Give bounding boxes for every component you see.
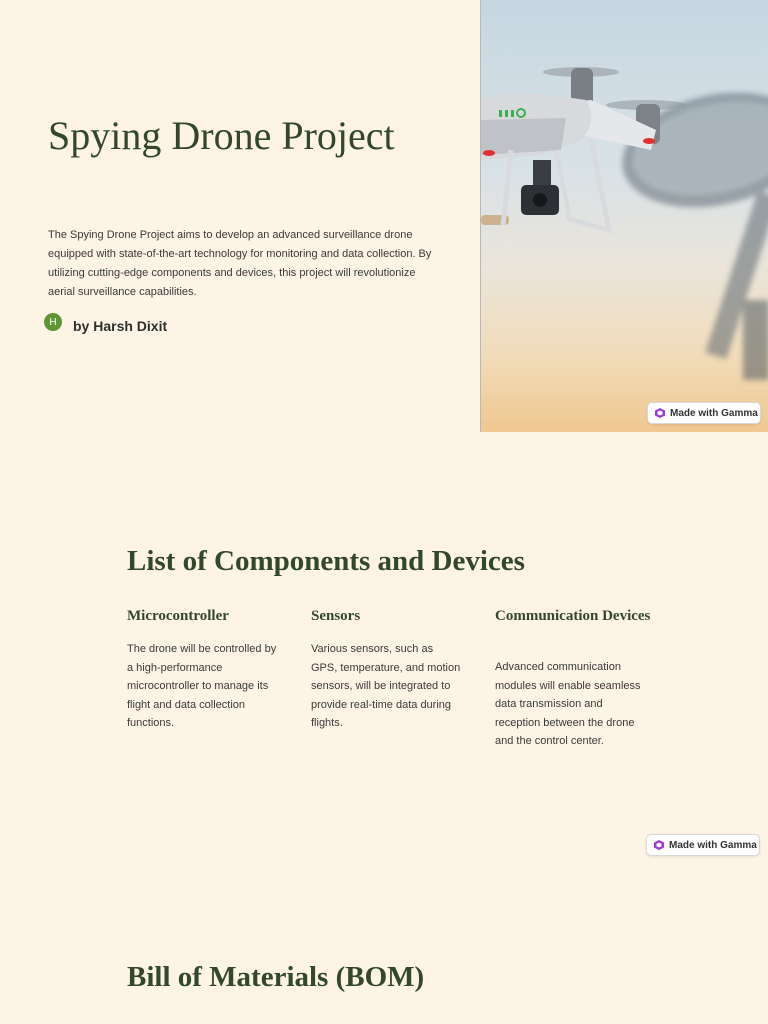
gamma-badge-label: Made with Gamma xyxy=(669,839,757,851)
component-column-microcontroller xyxy=(127,608,287,733)
column-body: The drone will be controlled by a high-performance microcontroller to manage its flight and data collection functions. xyxy=(127,643,277,730)
column-body: Various sensors, such as GPS, temperature, and motion sensors, will be integrated to provide real-time data during flights. xyxy=(311,643,461,730)
slide-title: Spying Drone Project xyxy=(48,113,395,158)
column-body: Advanced communication modules will enable seamless data transmission and reception between the drone and the control center. xyxy=(495,661,641,748)
component-column-sensors xyxy=(311,608,471,733)
column-heading: Communication Devices xyxy=(495,608,651,624)
drone-photo xyxy=(480,0,768,432)
made-with-gamma-badge[interactable] xyxy=(647,402,761,424)
column-heading: Sensors xyxy=(311,608,361,624)
components-title: List of Components and Devices xyxy=(127,545,525,577)
gamma-badge-label: Made with Gamma xyxy=(670,407,758,419)
avatar: H xyxy=(44,313,62,331)
bom-title: Bill of Materials (BOM) xyxy=(127,961,425,993)
author-byline xyxy=(44,310,167,334)
project-description: The Spying Drone Project aims to develop an advanced surveillance drone equipped with state-of-the-art technology for monitoring and data collection. By utilizing cutting-edge components and devices, this project will revolutionize aerial surveillance capabilities. xyxy=(48,229,432,298)
column-heading: Microcontroller xyxy=(127,608,229,624)
gamma-logo-icon xyxy=(655,408,665,418)
gamma-logo-icon xyxy=(654,840,664,850)
drone-illustration xyxy=(481,0,768,432)
made-with-gamma-badge[interactable] xyxy=(646,834,760,856)
title-slide xyxy=(0,0,768,432)
author-name: by Harsh Dixit xyxy=(73,318,168,334)
component-column-communication xyxy=(495,608,655,751)
